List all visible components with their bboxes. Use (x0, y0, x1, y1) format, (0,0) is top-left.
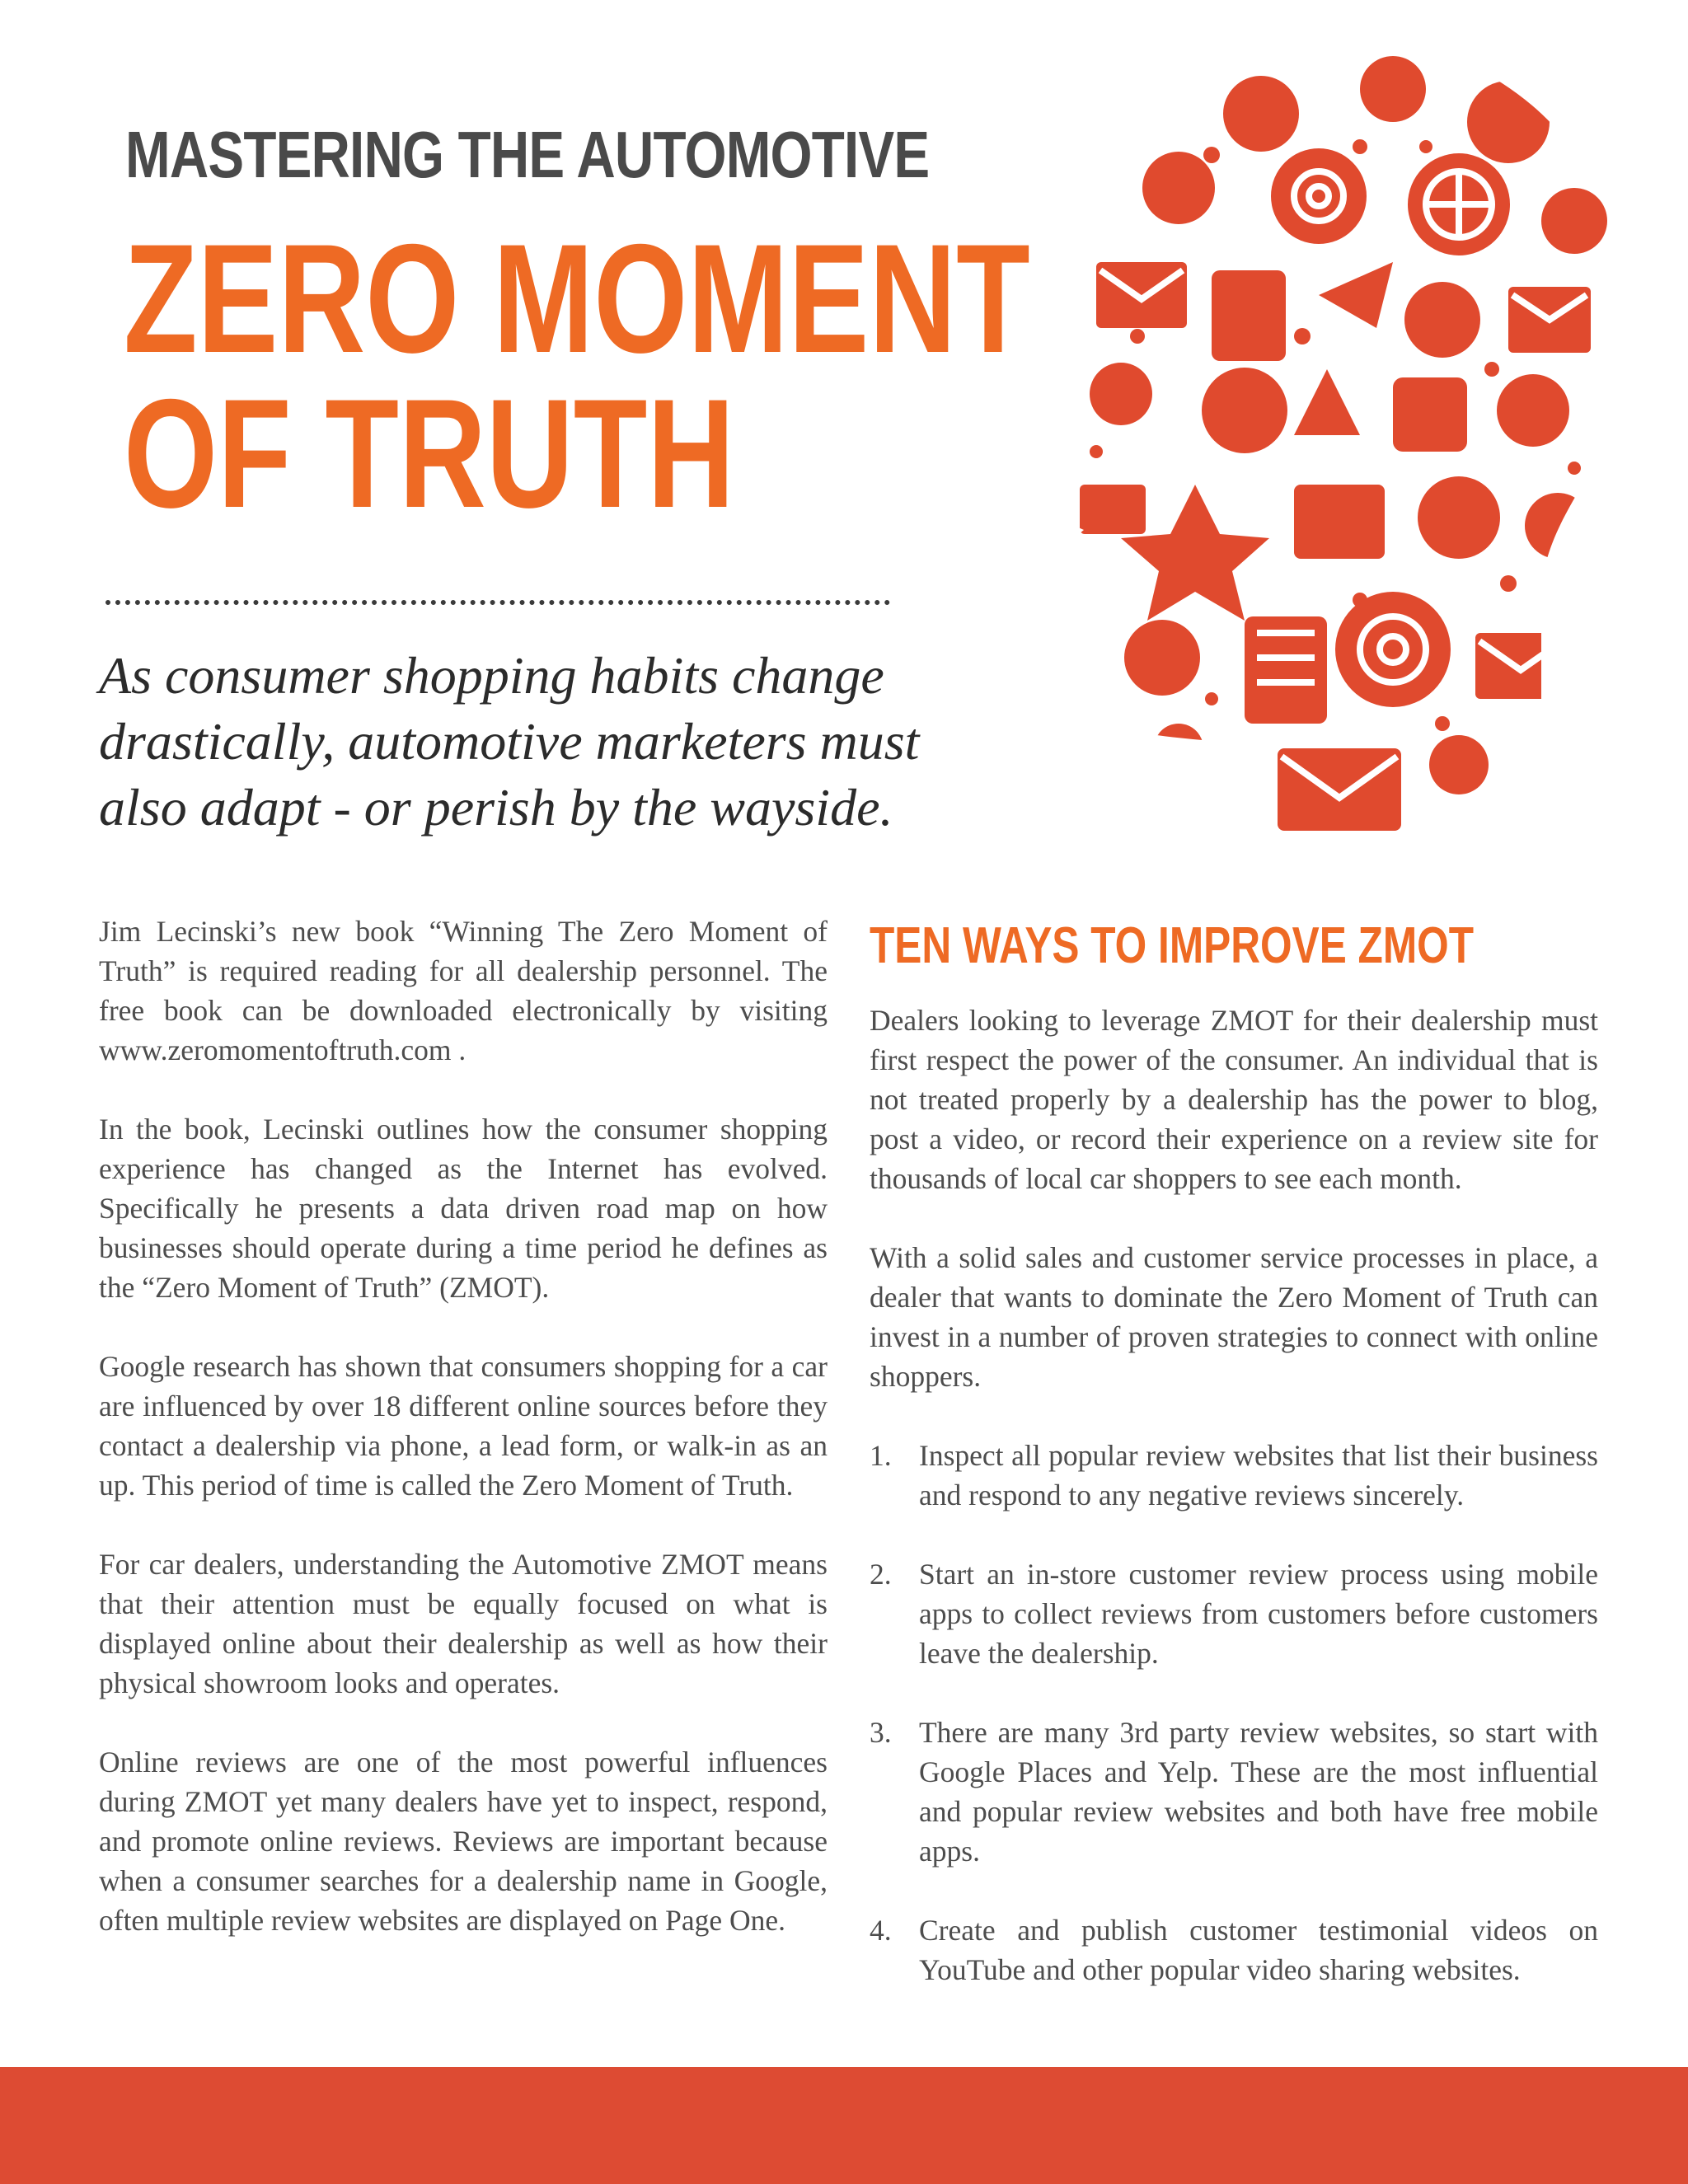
kicker-title: MASTERING THE AUTOMOTIVE (125, 118, 930, 191)
left-paragraph-3: Google research has shown that consumers shopping for a car are influenced by over 18 different online sources before they contact a dealership via phone, a lead form, or walk-in as an up. This period of time is called the Zero Moment of Truth. (99, 1350, 828, 1502)
headline-line-1: ZERO MOMENT (124, 212, 1030, 385)
list-item (870, 1554, 1598, 1673)
right-paragraph-1: Dealers looking to leverage ZMOT for their dealership must first respect the power of the consumer. An individual that is not treated properly by a dealership has the power to blog, post a video, or record their experience on a review site for thousands of local car shoppers to see each month. (870, 1004, 1598, 1195)
strategy-list (870, 1436, 1598, 1990)
head-silhouette (931, 23, 1632, 847)
head-icon-illustration (931, 23, 1632, 847)
list-item-number: 3. (870, 1716, 892, 1749)
left-paragraph-1: Jim Lecinski’s new book “Winning The Zero Moment of Truth” is required reading for all dealership personnel. The free book can be downloaded electronically by visiting www.zeromomentoftruth.com . (99, 915, 828, 1066)
section-title: TEN WAYS TO IMPROVE ZMOT (870, 917, 1475, 974)
left-paragraph-2: In the book, Lecinski outlines how the consumer shopping experience has changed as the Internet has evolved. Specifically he presents a data driven road map on how businesses should operate during a time period he defines as the “Zero Moment of Truth” (ZMOT). (99, 1113, 828, 1304)
headline-line-2: OF TRUTH (124, 367, 735, 540)
left-column (99, 912, 828, 1980)
subhead-line-3: also adapt - or perish by the wayside. (99, 778, 893, 837)
left-paragraph-4: For car dealers, understanding the Automotive ZMOT means that their attention must be equally focused on what is displayed online about their dealership as well as how their physical showroom looks and operates. (99, 1548, 828, 1699)
list-item (870, 1713, 1598, 1871)
subhead-line-2: drastically, automotive marketers must (99, 712, 920, 771)
list-item-text: Inspect all popular review websites that list their business and respond to any negative reviews sincerely. (919, 1439, 1598, 1511)
list-item-text: Create and publish customer testimonial videos on YouTube and other popular video sharing websites. (919, 1914, 1598, 1986)
subheadline (99, 643, 1022, 841)
list-item-number: 4. (870, 1914, 892, 1947)
list-item (870, 1436, 1598, 1515)
list-item (870, 1910, 1598, 1990)
list-item-text: There are many 3rd party review websites, so start with Google Places and Yelp. These are the most influential and popular review websites and both have free mobile apps. (919, 1716, 1598, 1868)
headline (124, 212, 1030, 540)
dotted-divider (106, 600, 890, 605)
list-item-number: 2. (870, 1558, 892, 1591)
list-item-number: 1. (870, 1439, 892, 1472)
left-paragraph-5: Online reviews are one of the most powerful influences during ZMOT yet many dealers have yet to inspect, respond, and promote online reviews. Reviews are important because when a consumer searches for a dealership name in Google, often multiple review websites are displayed on Page One. (99, 1746, 828, 1937)
right-column (870, 915, 1598, 2029)
right-paragraph-2: With a solid sales and customer service processes in place, a dealer that wants to dominate the Zero Moment of Truth can invest in a number of proven strategies to connect with online shoppers. (870, 1241, 1598, 1393)
subhead-line-1: As consumer shopping habits change (99, 646, 884, 705)
list-item-text: Start an in-store customer review process using mobile apps to collect reviews from customers before customers leave the dealership. (919, 1558, 1598, 1670)
footer-band (0, 2067, 1688, 2184)
